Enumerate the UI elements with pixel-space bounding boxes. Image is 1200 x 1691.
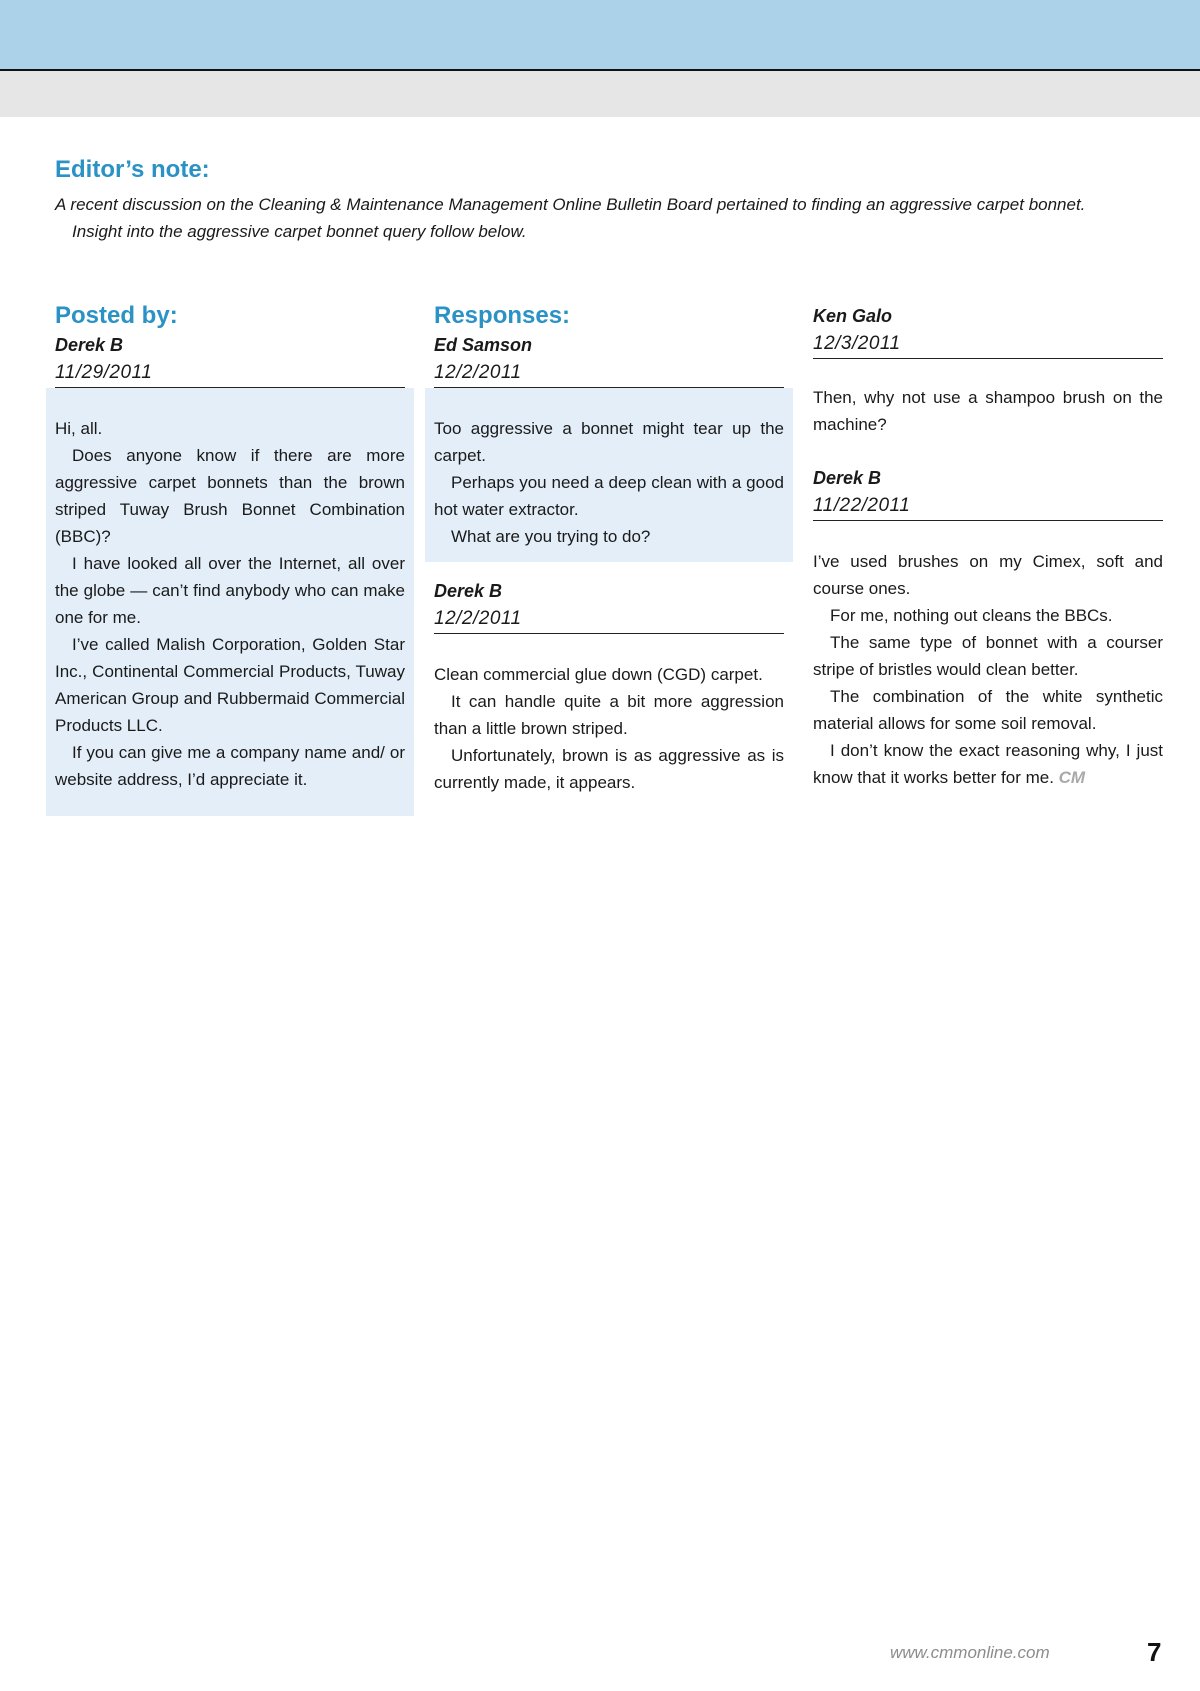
response-date: 12/2/2011 bbox=[434, 605, 784, 634]
response-author: Ed Samson bbox=[434, 335, 533, 355]
response-paragraph: The combination of the white synthetic material allows for some soil removal. bbox=[813, 687, 1163, 733]
response-body bbox=[434, 634, 784, 796]
response-body-box bbox=[425, 388, 793, 562]
responses-column-2 bbox=[813, 303, 1163, 791]
response-paragraph bbox=[813, 737, 1163, 791]
response-paragraph: It can handle quite a bit more aggression than a little brown striped. bbox=[434, 692, 784, 738]
responses-column bbox=[434, 300, 784, 796]
response-paragraph: Perhaps you need a deep clean with a good hot water extractor. bbox=[434, 473, 784, 519]
editors-note-line-1: A recent discussion on the Cleaning & Maintenance Management Online Bulletin Board pertained to finding an aggressive carpet bonnet. bbox=[55, 195, 1086, 214]
response-date: 11/22/2011 bbox=[813, 492, 1163, 521]
post-paragraph: I have looked all over the Internet, all over the globe — can’t find anybody who can make one for me. bbox=[55, 554, 405, 627]
response-paragraph: For me, nothing out cleans the BBCs. bbox=[830, 606, 1113, 625]
response-body bbox=[434, 415, 784, 550]
response-body bbox=[813, 521, 1163, 791]
response-paragraph: What are you trying to do? bbox=[451, 527, 651, 546]
post-paragraph: Hi, all. bbox=[55, 419, 103, 438]
post-paragraph: If you can give me a company name and/ or website address, I’d appreciate it. bbox=[55, 743, 405, 789]
posted-by-heading: Posted by: bbox=[55, 302, 178, 329]
response-paragraph-text: I don’t know the exact reasoning why, I just know that it works better for me. bbox=[813, 741, 1163, 787]
post-paragraph: Does anyone know if there are more aggressive carpet bonnets than the brown striped Tuway Brush Bonnet Combination (BBC)? bbox=[55, 446, 405, 546]
response-author: Ken Galo bbox=[813, 306, 893, 326]
response-body bbox=[813, 359, 1163, 438]
editors-note-text bbox=[55, 191, 1155, 245]
response-paragraph: Unfortunately, brown is as aggressive as is currently made, it appears. bbox=[434, 746, 784, 792]
response-author: Derek B bbox=[813, 468, 882, 488]
response-paragraph: I’ve used brushes on my Cimex, soft and course ones. bbox=[813, 552, 1163, 598]
editors-note-line-2: Insight into the aggressive carpet bonnet query follow below. bbox=[72, 222, 527, 241]
response-date: 12/2/2011 bbox=[434, 359, 784, 388]
cm-end-mark: CM bbox=[1058, 768, 1086, 787]
response-paragraph: The same type of bonnet with a courser stripe of bristles would clean better. bbox=[813, 633, 1163, 679]
response-paragraph: Clean commercial glue down (CGD) carpet. bbox=[434, 665, 763, 684]
post-date: 11/29/2011 bbox=[55, 359, 405, 388]
editors-note-heading: Editor’s note: bbox=[55, 156, 210, 183]
editors-note bbox=[55, 155, 1155, 245]
response-paragraph: Then, why not use a shampoo brush on the machine? bbox=[813, 388, 1163, 434]
header-grey-band bbox=[0, 71, 1200, 117]
response-author: Derek B bbox=[434, 581, 503, 601]
responses-heading: Responses: bbox=[434, 302, 571, 329]
post-paragraph: I’ve called Malish Corporation, Golden Star Inc., Continental Commercial Products, Tuway American Group and Rubbermaid Commercial Products LLC. bbox=[55, 635, 405, 735]
response-date: 12/3/2011 bbox=[813, 330, 1163, 359]
post-body bbox=[55, 415, 405, 793]
page-number: 7 bbox=[1147, 1637, 1162, 1667]
footer-url: www.cmmonline.com bbox=[890, 1643, 1050, 1662]
post-author: Derek B bbox=[55, 335, 124, 355]
header-band bbox=[0, 0, 1200, 69]
posted-by-column bbox=[55, 300, 405, 816]
response-paragraph: Too aggressive a bonnet might tear up the carpet. bbox=[434, 419, 784, 465]
post-body-box bbox=[46, 388, 414, 816]
